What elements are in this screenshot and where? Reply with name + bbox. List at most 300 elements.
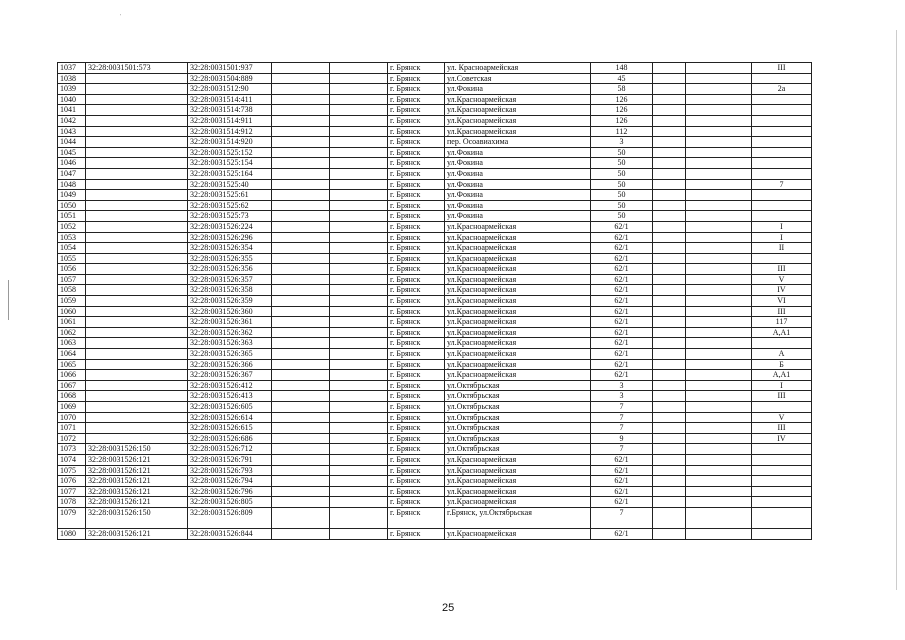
city: г. Брянск bbox=[388, 253, 445, 264]
table-row bbox=[58, 168, 812, 179]
empty-cell bbox=[330, 73, 388, 84]
empty-cell bbox=[653, 433, 686, 444]
parent-cadastral-number bbox=[86, 243, 188, 254]
street: ул.Красноармейская bbox=[445, 253, 591, 264]
empty-cell bbox=[653, 285, 686, 296]
cadastral-register-table bbox=[57, 62, 812, 540]
empty-cell bbox=[272, 243, 330, 254]
table-row bbox=[58, 200, 812, 211]
cadastral-number: 32:28:0031504:889 bbox=[188, 73, 272, 84]
liter: III bbox=[752, 423, 812, 434]
table-row bbox=[58, 327, 812, 338]
building bbox=[686, 327, 752, 338]
street: ул.Красноармейская bbox=[445, 126, 591, 137]
house-number: 148 bbox=[591, 63, 653, 74]
table-row bbox=[58, 264, 812, 275]
parent-cadastral-number: 32:28:0031526:121 bbox=[86, 476, 188, 487]
city: г. Брянск bbox=[388, 296, 445, 307]
empty-cell bbox=[653, 465, 686, 476]
building bbox=[686, 158, 752, 169]
house-number: 62/1 bbox=[591, 306, 653, 317]
table-row bbox=[58, 94, 812, 105]
city: г. Брянск bbox=[388, 264, 445, 275]
cadastral-number: 32:28:0031514:738 bbox=[188, 105, 272, 116]
street: ул.Красноармейская bbox=[445, 465, 591, 476]
row-number: 1061 bbox=[58, 317, 86, 328]
city: г. Брянск bbox=[388, 285, 445, 296]
city: г. Брянск bbox=[388, 190, 445, 201]
building bbox=[686, 338, 752, 349]
street: ул.Красноармейская bbox=[445, 454, 591, 465]
liter bbox=[752, 200, 812, 211]
empty-cell bbox=[653, 63, 686, 74]
table-row bbox=[58, 497, 812, 508]
house-number: 62/1 bbox=[591, 264, 653, 275]
cadastral-number: 32:28:0031526:365 bbox=[188, 349, 272, 360]
empty-cell bbox=[272, 168, 330, 179]
empty-cell bbox=[330, 274, 388, 285]
parent-cadastral-number bbox=[86, 84, 188, 95]
empty-cell bbox=[272, 94, 330, 105]
city: г. Брянск bbox=[388, 84, 445, 95]
parent-cadastral-number bbox=[86, 423, 188, 434]
city: г. Брянск bbox=[388, 433, 445, 444]
city: г. Брянск bbox=[388, 391, 445, 402]
row-number: 1077 bbox=[58, 486, 86, 497]
parent-cadastral-number bbox=[86, 349, 188, 360]
parent-cadastral-number: 32:28:0031526:121 bbox=[86, 528, 188, 539]
building bbox=[686, 486, 752, 497]
empty-cell bbox=[272, 486, 330, 497]
liter bbox=[752, 338, 812, 349]
empty-cell bbox=[653, 412, 686, 423]
empty-cell bbox=[330, 168, 388, 179]
table-row bbox=[58, 423, 812, 434]
parent-cadastral-number: 32:28:0031526:150 bbox=[86, 507, 188, 528]
parent-cadastral-number bbox=[86, 317, 188, 328]
row-number: 1066 bbox=[58, 370, 86, 381]
empty-cell bbox=[330, 94, 388, 105]
row-number: 1056 bbox=[58, 264, 86, 275]
building bbox=[686, 465, 752, 476]
table-row bbox=[58, 158, 812, 169]
street: ул.Фокина bbox=[445, 158, 591, 169]
empty-cell bbox=[653, 190, 686, 201]
table-row bbox=[58, 380, 812, 391]
table-row bbox=[58, 137, 812, 148]
house-number: 62/1 bbox=[591, 465, 653, 476]
empty-cell bbox=[653, 211, 686, 222]
empty-cell bbox=[653, 94, 686, 105]
empty-cell bbox=[653, 296, 686, 307]
building bbox=[686, 497, 752, 508]
table-row bbox=[58, 317, 812, 328]
empty-cell bbox=[653, 454, 686, 465]
empty-cell bbox=[330, 444, 388, 455]
house-number: 7 bbox=[591, 507, 653, 528]
empty-cell bbox=[330, 349, 388, 360]
street: ул.Фокина bbox=[445, 84, 591, 95]
liter bbox=[752, 190, 812, 201]
parent-cadastral-number bbox=[86, 391, 188, 402]
parent-cadastral-number bbox=[86, 158, 188, 169]
street: ул.Фокина bbox=[445, 211, 591, 222]
building bbox=[686, 147, 752, 158]
building bbox=[686, 391, 752, 402]
empty-cell bbox=[272, 274, 330, 285]
house-number: 62/1 bbox=[591, 497, 653, 508]
liter: 7 bbox=[752, 179, 812, 190]
row-number: 1054 bbox=[58, 243, 86, 254]
empty-cell bbox=[330, 285, 388, 296]
table-row bbox=[58, 412, 812, 423]
house-number: 62/1 bbox=[591, 359, 653, 370]
cadastral-number: 32:28:0031526:412 bbox=[188, 380, 272, 391]
building bbox=[686, 84, 752, 95]
parent-cadastral-number bbox=[86, 126, 188, 137]
parent-cadastral-number: 32:28:0031526:121 bbox=[86, 497, 188, 508]
street: ул.Фокина bbox=[445, 168, 591, 179]
house-number: 50 bbox=[591, 179, 653, 190]
parent-cadastral-number bbox=[86, 147, 188, 158]
building bbox=[686, 423, 752, 434]
empty-cell bbox=[330, 412, 388, 423]
building bbox=[686, 380, 752, 391]
cadastral-number: 32:28:0031526:686 bbox=[188, 433, 272, 444]
liter bbox=[752, 465, 812, 476]
street: ул.Фокина bbox=[445, 147, 591, 158]
liter bbox=[752, 253, 812, 264]
empty-cell bbox=[272, 190, 330, 201]
empty-cell bbox=[272, 147, 330, 158]
house-number: 7 bbox=[591, 402, 653, 413]
cadastral-number: 32:28:0031525:154 bbox=[188, 158, 272, 169]
parent-cadastral-number bbox=[86, 402, 188, 413]
building bbox=[686, 370, 752, 381]
empty-cell bbox=[272, 349, 330, 360]
empty-cell bbox=[330, 380, 388, 391]
table-row bbox=[58, 444, 812, 455]
row-number: 1044 bbox=[58, 137, 86, 148]
street: ул.Фокина bbox=[445, 179, 591, 190]
empty-cell bbox=[330, 243, 388, 254]
row-number: 1059 bbox=[58, 296, 86, 307]
parent-cadastral-number bbox=[86, 412, 188, 423]
table-body bbox=[58, 63, 812, 540]
house-number: 62/1 bbox=[591, 253, 653, 264]
row-number: 1052 bbox=[58, 221, 86, 232]
liter: III bbox=[752, 306, 812, 317]
liter: III bbox=[752, 63, 812, 74]
row-number: 1055 bbox=[58, 253, 86, 264]
city: г. Брянск bbox=[388, 200, 445, 211]
city: г. Брянск bbox=[388, 306, 445, 317]
house-number: 7 bbox=[591, 444, 653, 455]
row-number: 1076 bbox=[58, 476, 86, 487]
street: ул.Октябрьская bbox=[445, 380, 591, 391]
empty-cell bbox=[653, 168, 686, 179]
liter: А bbox=[752, 349, 812, 360]
row-number: 1049 bbox=[58, 190, 86, 201]
cadastral-number: 32:28:0031526:356 bbox=[188, 264, 272, 275]
empty-cell bbox=[330, 158, 388, 169]
empty-cell bbox=[272, 285, 330, 296]
house-number: 62/1 bbox=[591, 528, 653, 539]
city: г. Брянск bbox=[388, 454, 445, 465]
empty-cell bbox=[272, 327, 330, 338]
parent-cadastral-number bbox=[86, 179, 188, 190]
street: ул.Красноармейская bbox=[445, 285, 591, 296]
empty-cell bbox=[653, 253, 686, 264]
city: г. Брянск bbox=[388, 412, 445, 423]
table-row bbox=[58, 105, 812, 116]
liter: I bbox=[752, 232, 812, 243]
house-number: 58 bbox=[591, 84, 653, 95]
cadastral-number: 32:28:0031525:152 bbox=[188, 147, 272, 158]
table-row bbox=[58, 391, 812, 402]
empty-cell bbox=[330, 476, 388, 487]
empty-cell bbox=[653, 158, 686, 169]
city: г. Брянск bbox=[388, 243, 445, 254]
house-number: 62/1 bbox=[591, 370, 653, 381]
table-row bbox=[58, 221, 812, 232]
row-number: 1039 bbox=[58, 84, 86, 95]
street: ул.Красноармейская bbox=[445, 528, 591, 539]
house-number: 62/1 bbox=[591, 338, 653, 349]
empty-cell bbox=[272, 115, 330, 126]
row-number: 1069 bbox=[58, 402, 86, 413]
house-number: 62/1 bbox=[591, 317, 653, 328]
building bbox=[686, 211, 752, 222]
table-row bbox=[58, 370, 812, 381]
empty-cell bbox=[330, 528, 388, 539]
liter: II bbox=[752, 243, 812, 254]
row-number: 1038 bbox=[58, 73, 86, 84]
liter bbox=[752, 444, 812, 455]
cadastral-number: 32:28:0031514:920 bbox=[188, 137, 272, 148]
street: ул.Красноармейская bbox=[445, 306, 591, 317]
empty-cell bbox=[330, 211, 388, 222]
row-number: 1073 bbox=[58, 444, 86, 455]
house-number: 50 bbox=[591, 211, 653, 222]
city: г. Брянск bbox=[388, 73, 445, 84]
house-number: 50 bbox=[591, 158, 653, 169]
empty-cell bbox=[330, 423, 388, 434]
city: г. Брянск bbox=[388, 423, 445, 434]
building bbox=[686, 63, 752, 74]
parent-cadastral-number bbox=[86, 338, 188, 349]
building bbox=[686, 115, 752, 126]
table-row bbox=[58, 115, 812, 126]
house-number: 62/1 bbox=[591, 232, 653, 243]
cadastral-number: 32:28:0031526:363 bbox=[188, 338, 272, 349]
city: г. Брянск bbox=[388, 232, 445, 243]
empty-cell bbox=[272, 338, 330, 349]
parent-cadastral-number bbox=[86, 274, 188, 285]
row-number: 1068 bbox=[58, 391, 86, 402]
house-number: 62/1 bbox=[591, 454, 653, 465]
row-number: 1051 bbox=[58, 211, 86, 222]
building bbox=[686, 359, 752, 370]
empty-cell bbox=[653, 105, 686, 116]
liter bbox=[752, 73, 812, 84]
parent-cadastral-number bbox=[86, 115, 188, 126]
building bbox=[686, 168, 752, 179]
empty-cell bbox=[653, 73, 686, 84]
liter: III bbox=[752, 264, 812, 275]
table-row bbox=[58, 211, 812, 222]
building bbox=[686, 94, 752, 105]
house-number: 50 bbox=[591, 168, 653, 179]
liter: I bbox=[752, 380, 812, 391]
street: пер. Осоавиахима bbox=[445, 137, 591, 148]
city: г. Брянск bbox=[388, 63, 445, 74]
empty-cell bbox=[653, 243, 686, 254]
cadastral-number: 32:28:0031526:296 bbox=[188, 232, 272, 243]
liter bbox=[752, 486, 812, 497]
building bbox=[686, 296, 752, 307]
street: ул.Красноармейская bbox=[445, 105, 591, 116]
table-row bbox=[58, 306, 812, 317]
table-row bbox=[58, 179, 812, 190]
building bbox=[686, 433, 752, 444]
street: ул.Фокина bbox=[445, 190, 591, 201]
row-number: 1063 bbox=[58, 338, 86, 349]
empty-cell bbox=[330, 253, 388, 264]
building bbox=[686, 105, 752, 116]
liter: 2а bbox=[752, 84, 812, 95]
parent-cadastral-number bbox=[86, 296, 188, 307]
building bbox=[686, 243, 752, 254]
liter: Б bbox=[752, 359, 812, 370]
building bbox=[686, 221, 752, 232]
cadastral-number: 32:28:0031526:355 bbox=[188, 253, 272, 264]
street: ул.Красноармейская bbox=[445, 264, 591, 275]
empty-cell bbox=[653, 359, 686, 370]
liter: А,А1 bbox=[752, 327, 812, 338]
cadastral-number: 32:28:0031526:605 bbox=[188, 402, 272, 413]
house-number: 62/1 bbox=[591, 486, 653, 497]
city: г. Брянск bbox=[388, 370, 445, 381]
row-number: 1064 bbox=[58, 349, 86, 360]
parent-cadastral-number: 32:28:0031526:150 bbox=[86, 444, 188, 455]
empty-cell bbox=[272, 158, 330, 169]
house-number: 62/1 bbox=[591, 476, 653, 487]
empty-cell bbox=[330, 486, 388, 497]
empty-cell bbox=[330, 126, 388, 137]
liter bbox=[752, 105, 812, 116]
table-row bbox=[58, 359, 812, 370]
city: г. Брянск bbox=[388, 168, 445, 179]
empty-cell bbox=[330, 338, 388, 349]
street: ул.Октябрьская bbox=[445, 402, 591, 413]
cadastral-number: 32:28:0031526:361 bbox=[188, 317, 272, 328]
empty-cell bbox=[272, 211, 330, 222]
cadastral-number: 32:28:0031526:794 bbox=[188, 476, 272, 487]
empty-cell bbox=[272, 73, 330, 84]
building bbox=[686, 126, 752, 137]
table-row bbox=[58, 465, 812, 476]
empty-cell bbox=[272, 221, 330, 232]
empty-cell bbox=[330, 147, 388, 158]
liter: IV bbox=[752, 285, 812, 296]
street: ул. Красноармейская bbox=[445, 63, 591, 74]
empty-cell bbox=[272, 296, 330, 307]
building bbox=[686, 264, 752, 275]
cadastral-number: 32:28:0031501:937 bbox=[188, 63, 272, 74]
city: г. Брянск bbox=[388, 507, 445, 528]
cadastral-number: 32:28:0031526:615 bbox=[188, 423, 272, 434]
city: г. Брянск bbox=[388, 158, 445, 169]
building bbox=[686, 285, 752, 296]
liter: I bbox=[752, 221, 812, 232]
city: г. Брянск bbox=[388, 221, 445, 232]
empty-cell bbox=[330, 200, 388, 211]
row-number: 1040 bbox=[58, 94, 86, 105]
row-number: 1053 bbox=[58, 232, 86, 243]
table-row bbox=[58, 476, 812, 487]
empty-cell bbox=[272, 476, 330, 487]
empty-cell bbox=[653, 349, 686, 360]
table-row bbox=[58, 253, 812, 264]
empty-cell bbox=[330, 232, 388, 243]
empty-cell bbox=[272, 528, 330, 539]
row-number: 1070 bbox=[58, 412, 86, 423]
city: г. Брянск bbox=[388, 94, 445, 105]
parent-cadastral-number: 32:28:0031526:121 bbox=[86, 465, 188, 476]
empty-cell bbox=[272, 253, 330, 264]
liter bbox=[752, 497, 812, 508]
empty-cell bbox=[330, 296, 388, 307]
empty-cell bbox=[330, 137, 388, 148]
city: г. Брянск bbox=[388, 486, 445, 497]
cadastral-number: 32:28:0031525:40 bbox=[188, 179, 272, 190]
page-number: 25 bbox=[442, 602, 455, 614]
empty-cell bbox=[330, 497, 388, 508]
cadastral-number: 32:28:0031526:793 bbox=[188, 465, 272, 476]
empty-cell bbox=[272, 317, 330, 328]
row-number: 1065 bbox=[58, 359, 86, 370]
house-number: 62/1 bbox=[591, 221, 653, 232]
building bbox=[686, 476, 752, 487]
cadastral-number: 32:28:0031526:614 bbox=[188, 412, 272, 423]
building bbox=[686, 444, 752, 455]
city: г. Брянск bbox=[388, 465, 445, 476]
house-number: 62/1 bbox=[591, 243, 653, 254]
street: ул.Советская bbox=[445, 73, 591, 84]
house-number: 45 bbox=[591, 73, 653, 84]
row-number: 1075 bbox=[58, 465, 86, 476]
empty-cell bbox=[330, 327, 388, 338]
street: ул.Красноармейская bbox=[445, 327, 591, 338]
cadastral-number: 32:28:0031526:791 bbox=[188, 454, 272, 465]
table-row bbox=[58, 454, 812, 465]
parent-cadastral-number: 32:28:0031501:573 bbox=[86, 63, 188, 74]
street: ул.Красноармейская bbox=[445, 221, 591, 232]
street: ул.Октябрьская bbox=[445, 391, 591, 402]
liter: 117 bbox=[752, 317, 812, 328]
house-number: 62/1 bbox=[591, 285, 653, 296]
empty-cell bbox=[653, 232, 686, 243]
house-number: 62/1 bbox=[591, 327, 653, 338]
row-number: 1079 bbox=[58, 507, 86, 528]
empty-cell bbox=[272, 391, 330, 402]
city: г. Брянск bbox=[388, 338, 445, 349]
cadastral-number: 32:28:0031526:354 bbox=[188, 243, 272, 254]
table-row bbox=[58, 126, 812, 137]
parent-cadastral-number bbox=[86, 380, 188, 391]
empty-cell bbox=[653, 444, 686, 455]
